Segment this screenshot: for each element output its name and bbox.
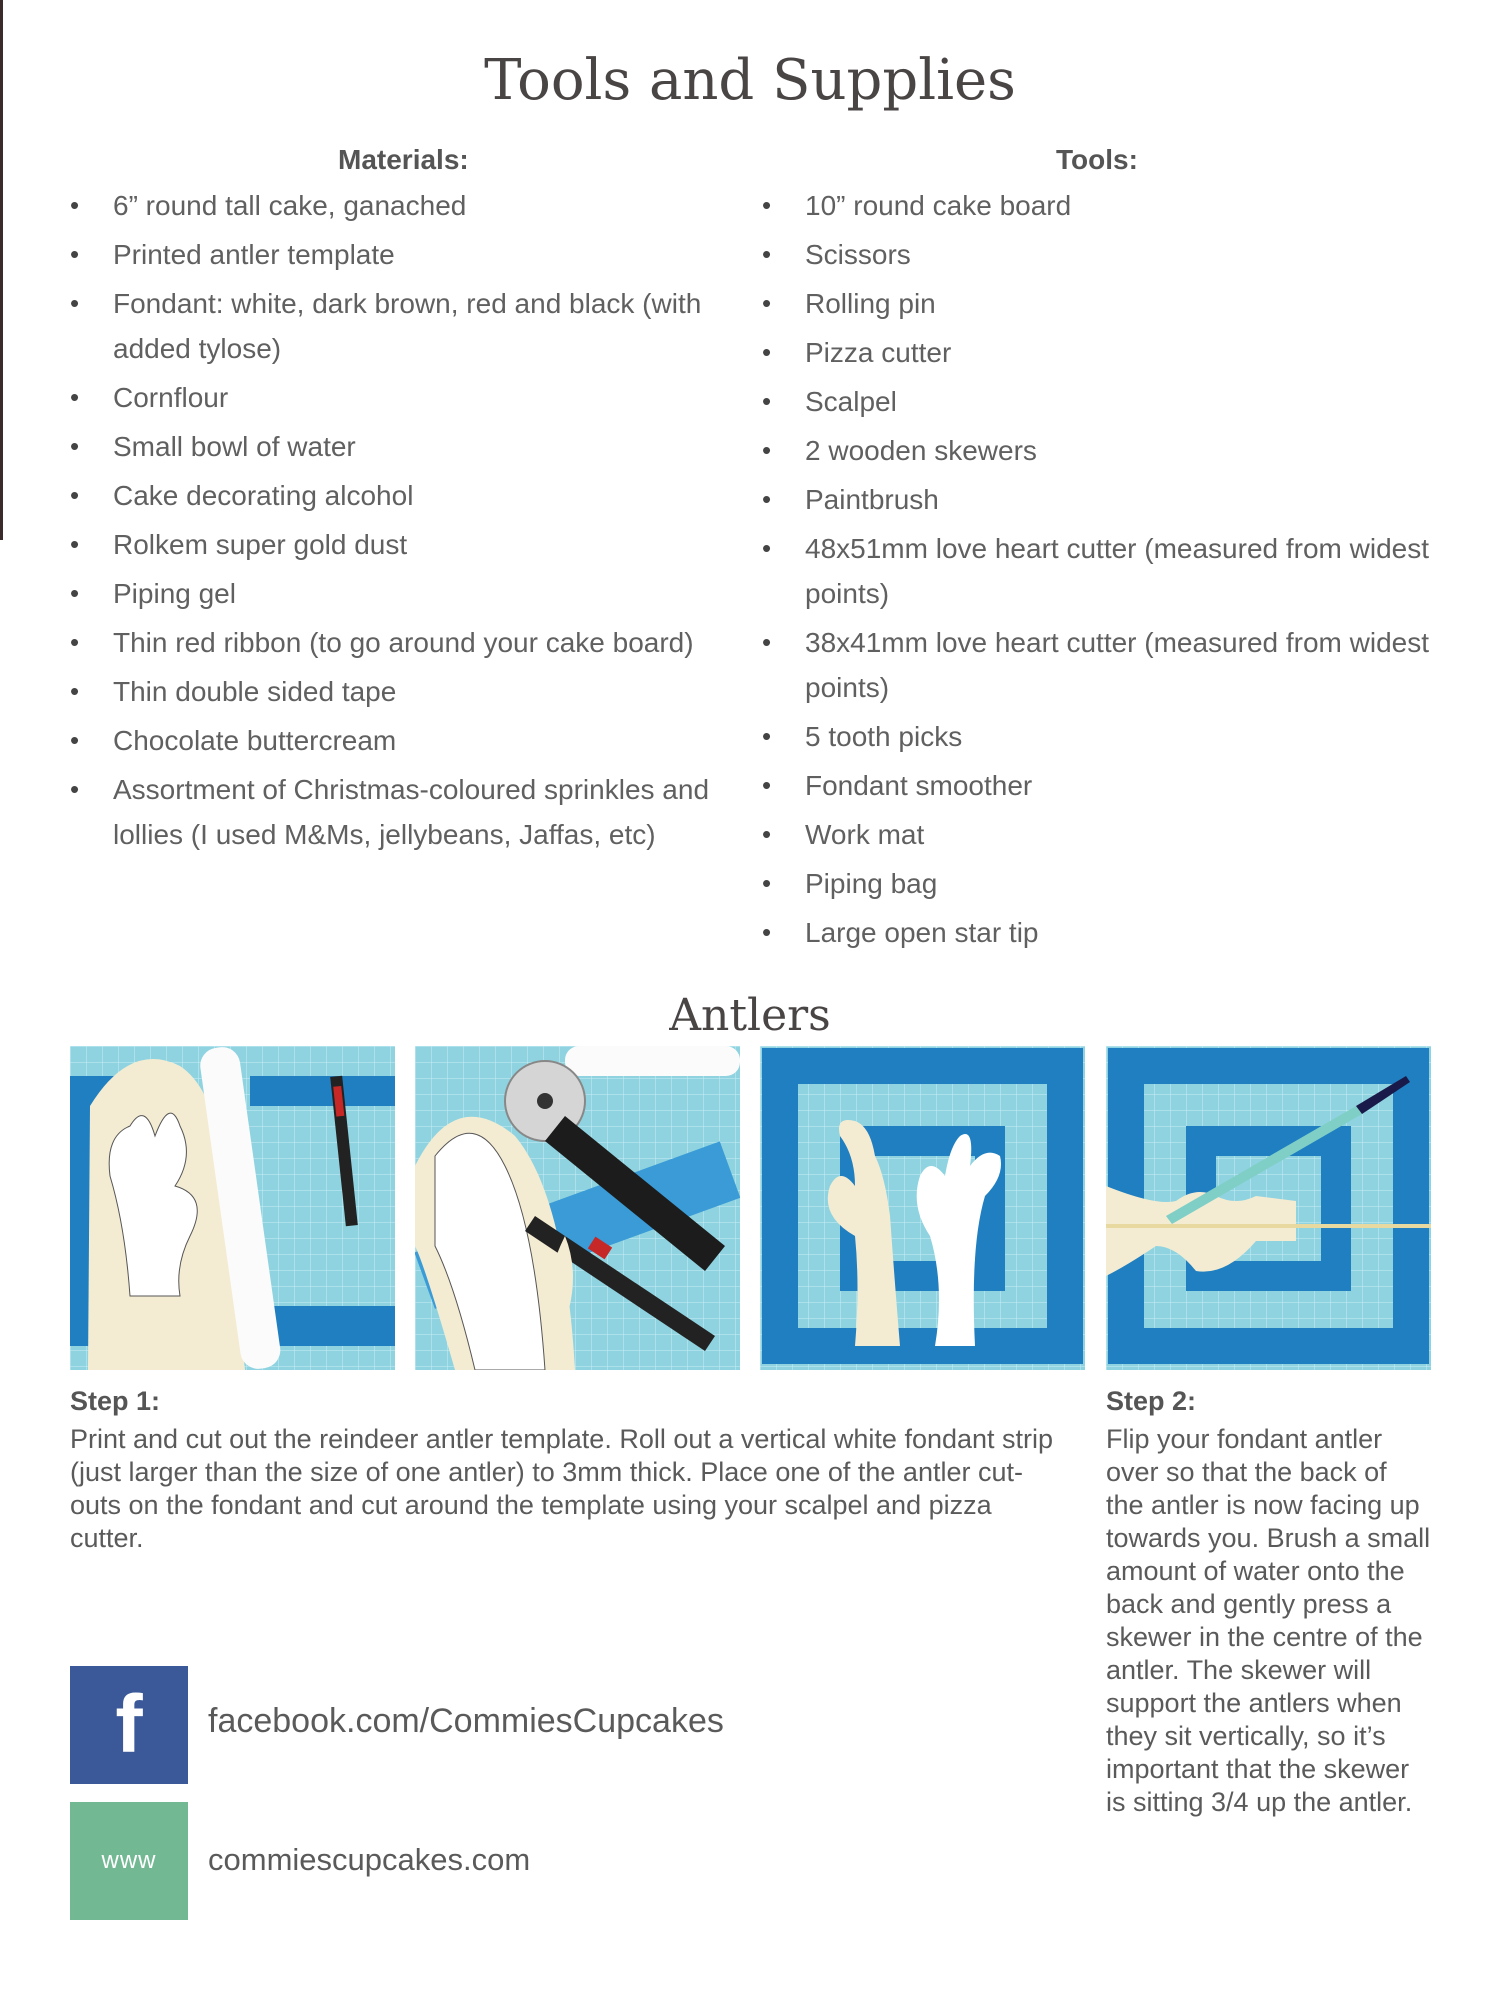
list-item: • 5 tooth picks	[762, 714, 1442, 759]
step-2-label: Step 2:	[1106, 1386, 1197, 1416]
list-item: • Small bowl of water	[70, 424, 750, 469]
materials-heading: Materials:	[338, 144, 469, 175]
globe-icon[interactable]: www	[70, 1802, 188, 1920]
list-item: • 38x41mm love heart cutter (measured from widest points)	[762, 620, 1442, 710]
website-link[interactable]: commiescupcakes.com	[208, 1842, 531, 1877]
list-item: • 10” round cake board	[762, 183, 1442, 228]
page-title: Tools and Supplies	[484, 48, 1016, 113]
facebook-link[interactable]: facebook.com/CommiesCupcakes	[208, 1702, 724, 1740]
list-item: • Rolkem super gold dust	[70, 522, 750, 567]
list-item: • Thin double sided tape	[70, 669, 750, 714]
list-item: • Cake decorating alcohol	[70, 473, 750, 518]
tools-list	[762, 183, 1442, 959]
list-item: • Fondant smoother	[762, 763, 1442, 808]
list-item: • Printed antler template	[70, 232, 750, 277]
list-item: • Scalpel	[762, 379, 1442, 424]
step-photo-3	[760, 1046, 1085, 1370]
facebook-icon[interactable]: f	[70, 1666, 188, 1784]
step-photo-4	[1106, 1046, 1431, 1370]
step-1-label: Step 1:	[70, 1386, 161, 1416]
step-1-text: Print and cut out the reindeer antler template. Roll out a vertical white fondant strip (just larger than the size of one antler) to 3mm thick. Place one of the antler cut-outs on the fondant and cut around the template using your scalpel and pizza cutter.	[70, 1424, 1054, 1553]
step-photo-1	[70, 1046, 395, 1370]
list-item: • Rolling pin	[762, 281, 1442, 326]
list-item: • 2 wooden skewers	[762, 428, 1442, 473]
list-item: • Scissors	[762, 232, 1442, 277]
list-item: • 48x51mm love heart cutter (measured from widest points)	[762, 526, 1442, 616]
step-photo-2	[415, 1046, 740, 1370]
step-2-text: Flip your fondant antler over so that the back of the antler is now facing up towards you. Brush a small amount of water onto the back and gently press a skewer in the centre of the antler. The skewer will support the antlers when they sit vertically, so it’s important that the skewer is sitting 3/4 up the antler.	[1106, 1424, 1431, 1817]
list-item: • Fondant: white, dark brown, red and black (with added tylose)	[70, 281, 750, 371]
materials-list	[70, 183, 750, 861]
list-item: • Piping gel	[70, 571, 750, 616]
list-item: • Assortment of Christmas-coloured sprinkles and lollies (I used M&Ms, jellybeans, Jaffas, etc)	[70, 767, 750, 857]
list-item: • Cornflour	[70, 375, 750, 420]
list-item: • Work mat	[762, 812, 1442, 857]
list-item: • Large open star tip	[762, 910, 1442, 955]
list-item: • Paintbrush	[762, 477, 1442, 522]
list-item: • Thin red ribbon (to go around your cake board)	[70, 620, 750, 665]
tools-heading: Tools:	[1056, 144, 1138, 175]
list-item: • Pizza cutter	[762, 330, 1442, 375]
list-item: • 6” round tall cake, ganached	[70, 183, 750, 228]
list-item: • Piping bag	[762, 861, 1442, 906]
list-item: • Chocolate buttercream	[70, 718, 750, 763]
section-title: Antlers	[669, 990, 831, 1041]
